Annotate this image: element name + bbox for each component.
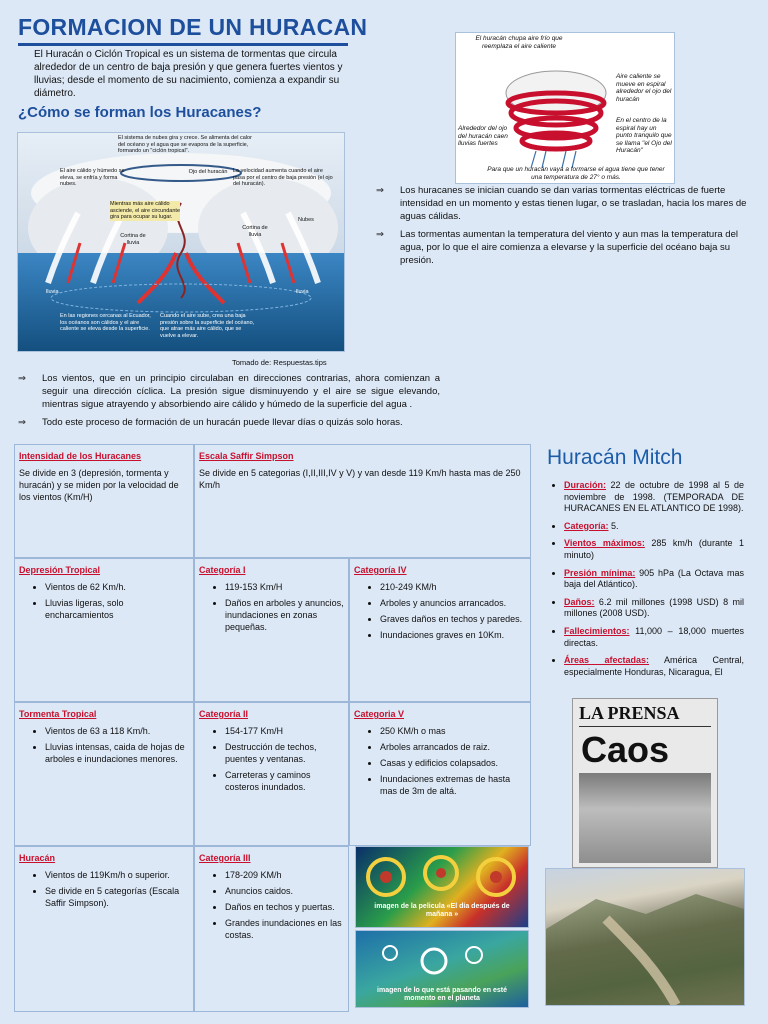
diagram-rain-curtain-right: Cortina de lluvia [242, 225, 268, 238]
list-item: • 154-177 Km/H [225, 725, 344, 737]
spiral-left-label: Alrededor del ojo del huracán caen lluvias fuertes [458, 125, 508, 147]
list-item: • Vientos de 62 Km/h. [45, 581, 189, 593]
saffir-header: Escala Saffir Simpson [199, 451, 294, 461]
current-image-caption: imagen de lo que está pasando en esté momento en el planeta [377, 987, 507, 1002]
list-item: • Lluvias intensas, caida de hojas de arboles e inundaciones menores. [45, 741, 189, 765]
list-item: • Lluvias ligeras, solo encharcamientos [45, 597, 189, 621]
list-item: • Vientos máximos: 285 km/h (durante 1 minuto) [564, 538, 744, 561]
bullet-item: ⇒ Los huracanes se inician cuando se dan varias tormentas eléctricas de fuerte intensidad en un momento y estas tienen lugar, o se trasladan, hacia los mares de aguas cálidas. [376, 185, 747, 222]
huracan-cell: Huracán • Vientos de 119Km/h o superior. • Se divide en 5 categorías (Escala Saffir Simpson). [14, 846, 194, 1012]
formation-bullets-right [376, 184, 748, 272]
hurricane-formation-diagram [17, 132, 345, 352]
diagram-eye-label: Ojo del huracán [188, 169, 228, 175]
list-item: • Se divide en 5 categorías (Escala Saffir Simpson). [45, 885, 189, 909]
diagram-rain-left: lluvia [46, 289, 59, 295]
newspaper-image [572, 698, 718, 868]
list-item: • 178-209 KM/h [225, 869, 344, 881]
image-source-caption: Tomado de: Respuestas.tips [232, 358, 327, 367]
section-subtitle: ¿Cómo se forman los Huracanes? [18, 104, 262, 121]
intro-paragraph: El Huracán o Ciclón Tropical es un sistema de tormentas que circula alrededor de un centro de baja presión y que genera fuertes vientos y lluvias; desde el momento de su nacimiento, comienza a expandir su diámetro. [34, 49, 343, 99]
hurricane-spiral-diagram [455, 32, 675, 184]
list-item: • Inundaciones extremas de hasta mas de 3m de altá. [380, 773, 526, 797]
list-item: • Áreas afectadas: América Central, especialmente Honduras, Nicaragua, El [564, 655, 744, 678]
list-item: • Graves daños en techos y paredes. [380, 613, 526, 625]
intensity-header: Intensidad de los Huracanes [19, 451, 142, 461]
list-item: • Casas y edificios colapsados. [380, 757, 526, 769]
intensity-text: Se divide en 3 (depresión, tormenta y huracán) y se miden por la velocidad de los vientos (Km/H) [19, 468, 179, 502]
list-item: • Daños: 6.2 mil millones (1998 USD) 8 mil millones (2008 USD). [564, 597, 744, 620]
cat4-cell: Categoría IV • 210-249 KM/h • Arboles y anuncios arrancados. • Graves daños en techos y paredes. • Inundaciones graves en 10Km. [349, 558, 531, 702]
diagram-step1-label: En las regiones cercanas al Ecuador, los océanos son cálidos y el aire caliente se eleva desde la superficie. [60, 313, 151, 332]
list-item: • Fallecimientos: 11,000 – 18,000 muertes directas. [564, 626, 744, 649]
bullet-item: ⇒ Todo este proceso de formación de un huracán puede llevar días o quizás solo horas. [18, 417, 403, 428]
diagram-clouds-label: Nubes [298, 217, 314, 223]
bullet-item: ⇒ Las tormentas aumentan la temperatura del viento y aun mas la temperatura del agua, por lo que el aire comienza a elevarse y la superficie del océano baja su presión. [376, 229, 738, 266]
arrow-icon: ⇒ [376, 185, 384, 196]
list-item: • Anuncios caidos. [225, 885, 344, 897]
list-item: • Arboles y anuncios arrancados. [380, 597, 526, 609]
movie-storm-image [355, 846, 529, 928]
list-item: • Categoría: 5. [564, 521, 744, 533]
list-item: • Grandes inundaciones en las costas. [225, 917, 344, 941]
spiral-top-label: El huracán chupa aire frío que reemplaza el aire caliente [475, 35, 563, 50]
diagram-step3-label: Mientras más aire cálido asciende, el aire circundante gira para ocupar su lugar. [110, 201, 181, 220]
arrow-icon: ⇒ [18, 417, 26, 428]
diagram-rain-right: lluvia [296, 289, 309, 295]
cat5-cell: Categoria V • 250 KM/h o mas • Arboles arrancados de raiz. • Casas y edificios colapsados. • Inundaciones extremas de hasta mas de 3m de altá. [349, 702, 531, 846]
saffir-cell [194, 444, 531, 558]
cat3-cell: Categoría III • 178-209 KM/h • Anuncios caidos. • Daños en techos y puertas. • Grandes inundaciones en las costas. [194, 846, 349, 1012]
spiral-right1-label: Aire caliente se mueve en espiral alrededor el ojo del huracán [616, 73, 672, 103]
terrain-graphic [546, 869, 744, 1005]
list-item: • Arboles arrancados de raiz. [380, 741, 526, 753]
list-item: • Presión mínima: 905 hPa (La Octava mas baja del Atlántico). [564, 568, 744, 591]
newspaper-headline: Caos [581, 729, 670, 770]
formation-bullets-bottom [18, 372, 440, 434]
list-item: • Inundaciones graves en 10Km. [380, 629, 526, 641]
list-item: • 250 KM/h o mas [380, 725, 526, 737]
newspaper-masthead: LA PRENSA [579, 703, 680, 723]
newspaper-photo [579, 773, 711, 863]
spiral-graphic [456, 33, 674, 183]
mitch-facts-list [538, 480, 744, 684]
list-item: • 119-153 Km/H [225, 581, 344, 593]
cat2-cell: Categoría II • 154-177 Km/H • Destrucción de techos, puentes y ventanas. • Carreteras y caminos costeros inundados. [194, 702, 349, 846]
current-storm-image [355, 930, 529, 1008]
diagram-step6-label: La velocidad aumenta cuando el aire pasa por el centro de baja presión (el ojo del huracán). [233, 168, 333, 187]
saffir-text: Se divide en 5 categorias (I,II,III,IV y V) y van desde 119 Km/h hasta mas de 250 Km/h [199, 468, 521, 490]
masthead-divider [579, 726, 711, 727]
tormenta-cell: Tormenta Tropical • Vientos de 63 a 118 Km/h. • Lluvias intensas, caida de hojas de arboles e inundaciones menores. [14, 702, 194, 846]
page-title: FORMACION DE UN HURACAN [18, 14, 368, 40]
cat1-cell: Categoría I • 119-153 Km/H • Daños en arboles y anuncios, inundaciones en zonas pequeñas. [194, 558, 349, 702]
depresion-cell: Depresión Tropical • Vientos de 62 Km/h. • Lluvias ligeras, solo encharcamientos [14, 558, 194, 702]
list-item: • Vientos de 119Km/h o superior. [45, 869, 189, 881]
list-item: • Destrucción de techos, puentes y ventanas. [225, 741, 344, 765]
diagram-step2-label: Cuando el aire sube, crea una baja presión sobre la superficie del océano, que atrae más aire cálido, que se vuelve a elevar. [160, 313, 255, 339]
list-item: • Daños en arboles y anuncios, inundaciones en zonas pequeñas. [225, 597, 344, 633]
list-item: • 210-249 KM/h [380, 581, 526, 593]
list-item: • Vientos de 63 a 118 Km/h. [45, 725, 189, 737]
arrow-icon: ⇒ [376, 229, 384, 240]
mitch-title: Huracán Mitch [547, 446, 683, 469]
diagram-step5-label: El sistema de nubes gira y crece. Se alimenta del calor del océano y el agua que se evapora de la superficie, formando un "ciclón tropical". [118, 135, 252, 154]
list-item: • Carreteras y caminos costeros inundados. [225, 769, 344, 793]
diagram-step4-label: El aire cálido y húmedo se eleva, se enfría y forma nubes. [60, 168, 125, 187]
spiral-right2-label: En el centro de la espiral hay un punto tranquilo que se llama "el Ojo del Huracán" [616, 117, 672, 154]
aerial-landslide-photo [545, 868, 745, 1006]
diagram-rain-curtain-left: Cortina de lluvia [120, 233, 146, 246]
list-item: • Duración: 22 de octubre de 1998 al 5 de noviembre de 1998. (TEMPORADA DE HURACANES EN EL ATLANTICO DE 1998). [564, 480, 744, 515]
intensity-cell [14, 444, 194, 558]
arrow-icon: ⇒ [18, 373, 26, 384]
list-item: • Daños en techos y puertas. [225, 901, 344, 913]
bullet-item: ⇒ Los vientos, que en un principio circulaban en direcciones contrarias, ahora comienzan a seguir una dirección cíclica. La presión sigue disminuyendo y el aire se sigue elevando, mientras sigue atrayendo y absorbiendo aire cálido y húmedo de la superficie del agua . [18, 373, 440, 410]
spiral-bottom-label: Para que un huracán vaya a formarse el agua tiene que tener una temperatura de 27° o más. [487, 166, 665, 181]
movie-image-caption: imagen de la pelicula «El día después de mañana » [374, 903, 510, 918]
title-underline [18, 43, 348, 46]
